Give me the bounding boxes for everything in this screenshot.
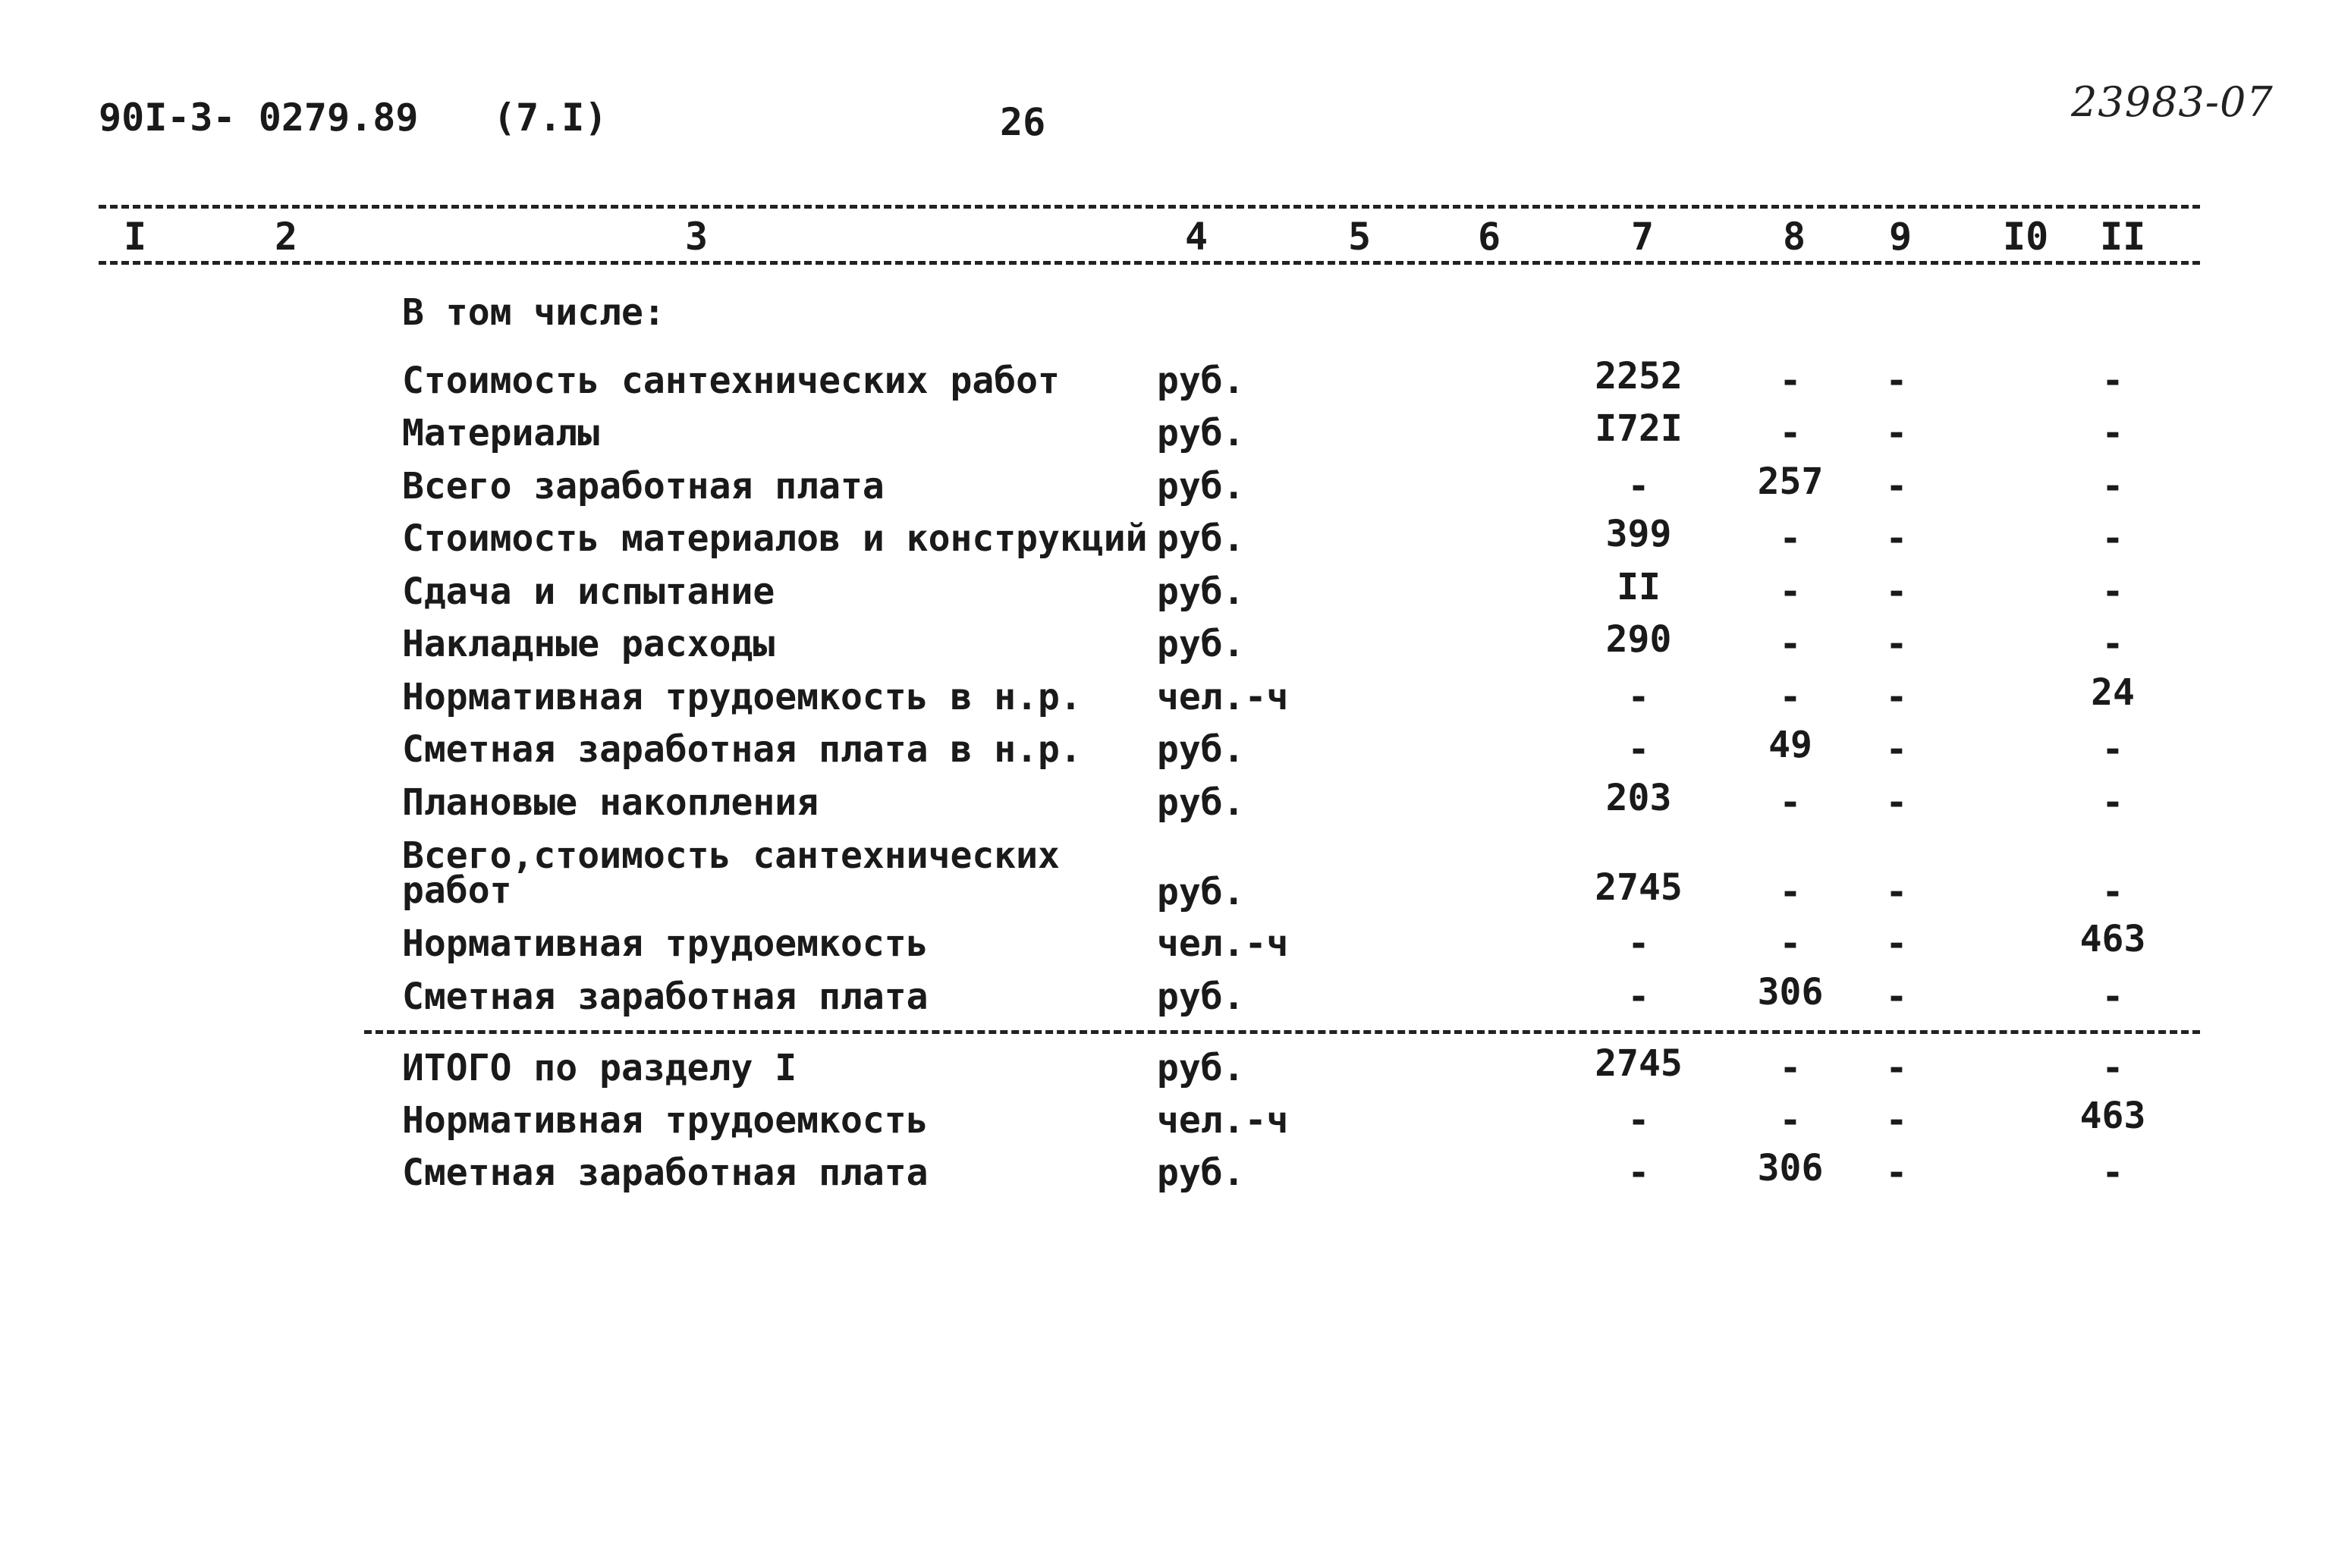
row-col7: - — [1627, 976, 1650, 1018]
row-col9: - — [1885, 412, 1908, 454]
row-col11: - — [2101, 465, 2124, 507]
row-label: Всего заработная плата — [402, 465, 885, 507]
row-col8: 306 — [1757, 971, 1824, 1013]
row-col7: - — [1627, 465, 1650, 507]
row-col9: - — [1885, 781, 1908, 824]
row-col7: I72I — [1595, 407, 1683, 450]
row-col8: - — [1779, 623, 1802, 665]
row-col8: - — [1779, 412, 1802, 454]
row-col9: - — [1885, 360, 1908, 402]
total-col7: 2745 — [1595, 1042, 1683, 1085]
row-label: Сметная заработная плата — [402, 976, 929, 1018]
total-unit: чел.-ч — [1157, 1099, 1289, 1142]
column-number-11: II — [2100, 215, 2146, 259]
row-unit: руб. — [1157, 976, 1245, 1018]
total-unit: руб. — [1157, 1047, 1245, 1089]
row-col9: - — [1885, 728, 1908, 771]
row-label: Нормативная трудоемкость — [402, 922, 929, 965]
row-col8: 49 — [1768, 724, 1812, 766]
row-col9: - — [1885, 871, 1908, 913]
total-col9: - — [1885, 1047, 1908, 1089]
row-col11: 463 — [2079, 918, 2146, 960]
row-col11: - — [2101, 871, 2124, 913]
row-unit: руб. — [1157, 623, 1245, 665]
column-number-2: 2 — [275, 215, 298, 259]
row-col11: - — [2101, 412, 2124, 454]
row-label: Нормативная трудоемкость в н.р. — [402, 676, 1082, 718]
total-col7: - — [1627, 1099, 1650, 1142]
header-top-rule — [99, 205, 2200, 209]
row-col8: - — [1779, 517, 1802, 560]
row-col7: - — [1627, 922, 1650, 965]
row-col9: - — [1885, 676, 1908, 718]
row-col9: - — [1885, 623, 1908, 665]
row-col7: - — [1627, 728, 1650, 771]
column-number-8: 8 — [1783, 215, 1806, 259]
row-col8: - — [1779, 676, 1802, 718]
row-label: Материалы — [402, 412, 600, 454]
row-col8: - — [1779, 871, 1802, 913]
row-label: Стоимость сантехнических работ — [402, 360, 1060, 402]
row-col11: - — [2101, 976, 2124, 1018]
row-label: Накладные расходы — [402, 623, 775, 665]
row-col9: - — [1885, 570, 1908, 613]
column-number-1: I — [124, 215, 147, 259]
row-col7: 290 — [1605, 618, 1672, 661]
column-number-6: 6 — [1478, 215, 1501, 259]
row-col8: - — [1779, 922, 1802, 965]
row-col11: - — [2101, 570, 2124, 613]
row-col11: - — [2101, 728, 2124, 771]
total-col8: - — [1779, 1047, 1802, 1089]
total-label: Сметная заработная плата — [402, 1152, 929, 1194]
row-col7: - — [1627, 676, 1650, 718]
total-col8: - — [1779, 1099, 1802, 1142]
row-unit: руб. — [1157, 517, 1245, 560]
row-label: Сдача и испытание — [402, 570, 775, 613]
row-col11: - — [2101, 623, 2124, 665]
row-col8: - — [1779, 360, 1802, 402]
row-col8: 257 — [1757, 460, 1824, 503]
row-col7: 203 — [1605, 777, 1672, 819]
row-col11: - — [2101, 517, 2124, 560]
page-number: 26 — [1000, 100, 1046, 144]
total-col11: - — [2101, 1047, 2124, 1089]
column-number-5: 5 — [1348, 215, 1372, 259]
header-bottom-rule — [99, 261, 2200, 265]
row-col8: - — [1779, 570, 1802, 613]
document-code: 90I-3- 0279.89 — [99, 96, 419, 140]
row-unit: руб. — [1157, 570, 1245, 613]
column-number-4: 4 — [1185, 215, 1209, 259]
column-number-10: I0 — [2003, 215, 2049, 259]
total-label: ИТОГО по разделу I — [402, 1047, 797, 1089]
row-col7: 399 — [1605, 513, 1672, 555]
total-label: Нормативная трудоемкость — [402, 1099, 929, 1142]
total-col8: 306 — [1757, 1147, 1824, 1189]
row-unit: руб. — [1157, 728, 1245, 771]
row-unit: руб. — [1157, 781, 1245, 824]
row-label: Стоимость материалов и конструкций — [402, 517, 1148, 560]
row-col11: - — [2101, 360, 2124, 402]
row-col11: - — [2101, 781, 2124, 824]
row-col7: 2252 — [1595, 355, 1683, 397]
row-unit: чел.-ч — [1157, 922, 1289, 965]
row-col8: - — [1779, 781, 1802, 824]
row-col9: - — [1885, 465, 1908, 507]
total-col11: - — [2101, 1152, 2124, 1194]
column-number-9: 9 — [1889, 215, 1913, 259]
row-unit: руб. — [1157, 360, 1245, 402]
row-col9: - — [1885, 976, 1908, 1018]
row-col9: - — [1885, 922, 1908, 965]
row-unit: руб. — [1157, 871, 1245, 913]
row-col7: II — [1617, 566, 1661, 608]
total-col9: - — [1885, 1152, 1908, 1194]
column-number-3: 3 — [685, 215, 709, 259]
total-col7: - — [1627, 1152, 1650, 1194]
total-col11: 463 — [2079, 1095, 2146, 1137]
row-label: Сметная заработная плата в н.р. — [402, 728, 1082, 771]
row-label: Всего,стоимость сантехнических — [402, 834, 1060, 877]
row-label-continuation: работ — [402, 869, 512, 912]
row-unit: чел.-ч — [1157, 676, 1289, 718]
registry-number-handwritten: 23983-07 — [2071, 78, 2274, 126]
row-col11: 24 — [2091, 671, 2135, 714]
total-col9: - — [1885, 1099, 1908, 1142]
intro-heading: В том числе: — [402, 291, 665, 334]
section-divider — [364, 1030, 2200, 1034]
column-number-7: 7 — [1631, 215, 1655, 259]
row-col9: - — [1885, 517, 1908, 560]
row-unit: руб. — [1157, 412, 1245, 454]
row-col7: 2745 — [1595, 866, 1683, 909]
total-unit: руб. — [1157, 1152, 1245, 1194]
row-label: Плановые накопления — [402, 781, 819, 824]
row-unit: руб. — [1157, 465, 1245, 507]
section-code: (7.I) — [493, 96, 608, 140]
